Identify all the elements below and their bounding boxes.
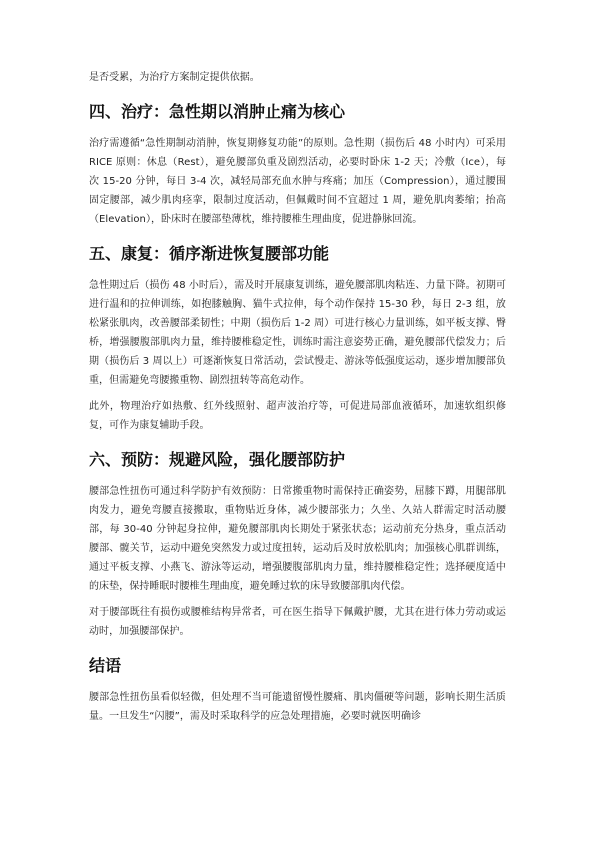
section-heading-rehabilitation: 五、康复：循序渐进恢复腰部功能 — [89, 244, 330, 263]
intro-paragraph-tail: 是否受累，为治疗方案制定提供依据。 — [89, 72, 260, 83]
conclusion-paragraph: 腰部急性扭伤虽看似轻微，但处理不当可能遗留慢性腰痛、肌肉僵硬等问题，影响长期生活质量。一旦发生“闪腰”，需及时采取科学的应急处理措施，必要时就医明确诊 — [89, 692, 506, 722]
section-heading-treatment: 四、治疗：急性期以消肿止痛为核心 — [89, 102, 346, 121]
prevention-brace-paragraph: 对于腰部既往有损伤或腰椎结构异常者，可在医生指导下佩戴护腰，尤其在进行体力劳动或运动时，加强腰部保护。 — [89, 607, 506, 637]
section-heading-prevention: 六、预防：规避风险，强化腰部防护 — [89, 450, 346, 469]
section-heading-conclusion: 结语 — [89, 656, 122, 675]
rehabilitation-physio-paragraph: 此外，物理治疗如热敷、红外线照射、超声波治疗等，可促进局部血液循环，加速软组织修复，可作为康复辅助手段。 — [89, 401, 506, 431]
prevention-paragraph: 腰部急性扭伤可通过科学防护有效预防：日常搬重物时需保持正确姿势，屈膝下蹲，用腿部肌肉发力，避免弯腰直接搬取，重物贴近身体，减少腰部张力；久坐、久站人群需定时活动腰部，每 30-40 分钟起身拉伸，避免腰部肌肉长期处于紧张状态；运动前充分热身，重点活动腰部、髋关节，运动中避免突然发力或过度扭转，运动后及时放松肌肉；加强核心肌群训练，通过平板支撑、小燕飞、游泳等运动，增强腰腹部肌肉力量，维持腰椎稳定性；选择硬度适中的床垫，保持睡眠时腰椎生理曲度，避免睡过软的床导致腰部肌肉代偿。 — [89, 486, 506, 592]
rehabilitation-paragraph: 急性期过后（损伤 48 小时后），需及时开展康复训练，避免腰部肌肉粘连、力量下降。初期可进行温和的拉伸训练，如抱膝触胸、猫牛式拉伸，每个动作保持 15-30 秒，每日 2-3 组，放松紧张肌肉，改善腰部柔韧性；中期（损伤后 1-2 周）可进行核心力量训练，如平板支撑、臀桥，增强腰腹部肌肉力量，维持腰椎稳定性，训练时需注意姿势正确，避免腰部代偿发力；后期（损伤后 3 周以上）可逐渐恢复日常活动，尝试慢走、游泳等低强度运动，逐步增加腰部负重，但需避免弯腰搬重物、剧烈扭转等高危动作。 — [89, 280, 506, 386]
treatment-paragraph: 治疗需遵循“急性期制动消肿，恢复期修复功能”的原则。急性期（损伤后 48 小时内）可采用 RICE 原则：休息（Rest），避免腰部负重及剧烈活动，必要时卧床 1-2 天；冷敷（Ice），每次 15-20 分钟，每日 3-4 次，减轻局部充血水肿与疼痛；加压（Compression），通过腰围固定腰部，减少肌肉痉挛，限制过度活动，但佩戴时间不宜超过 1 周，避免肌肉萎缩；抬高（Elevation），卧床时在腰部垫薄枕，维持腰椎生理曲度，促进静脉回流。 — [89, 138, 506, 225]
